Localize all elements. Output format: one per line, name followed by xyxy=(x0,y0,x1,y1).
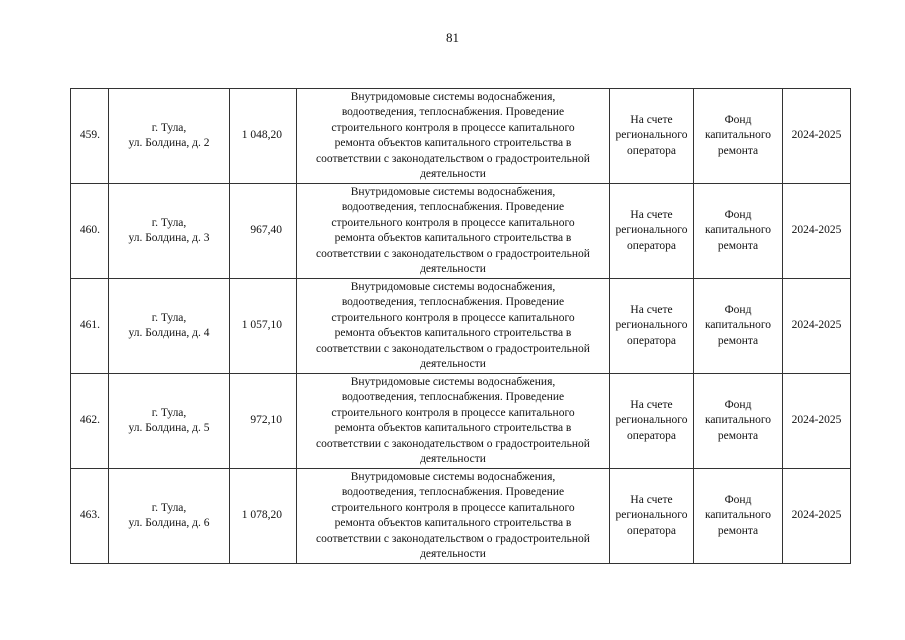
row-number: 462. xyxy=(71,374,109,469)
work-line: водоотведения, теплоснабжения. Проведение xyxy=(341,486,565,498)
funds-line: оператора xyxy=(626,334,677,347)
funds-line: регионального xyxy=(615,414,688,427)
funds-location-cell xyxy=(610,184,694,279)
row-number: 460. xyxy=(71,184,109,279)
period-cell: 2024-2025 xyxy=(783,89,851,184)
work-description-cell xyxy=(297,89,610,184)
cost-cell: 1 078,20 xyxy=(230,469,297,564)
funding-source-cell xyxy=(694,469,783,564)
funding-source-cell xyxy=(694,184,783,279)
work-line: Внутридомовые системы водоснабжения, xyxy=(350,470,556,483)
funds-location-cell xyxy=(610,89,694,184)
address-cell xyxy=(109,374,230,469)
period-cell: 2024-2025 xyxy=(783,184,851,279)
funds-line: оператора xyxy=(626,429,677,442)
work-line: строительного контроля в процессе капитального xyxy=(331,406,575,419)
work-line: водоотведения, теплоснабжения. Проведение xyxy=(341,296,565,308)
source-line: капитального xyxy=(704,509,772,522)
funds-line: регионального xyxy=(615,319,688,332)
work-line: соответствии с законодательством о градостроительной xyxy=(316,532,590,545)
work-line: Внутридомовые системы водоснабжения, xyxy=(350,90,556,103)
work-line: соответствии с законодательством о градостроительной xyxy=(316,342,590,355)
work-line: строительного контроля в процессе капитального xyxy=(331,311,575,324)
table-row xyxy=(71,184,851,279)
address-cell xyxy=(109,279,230,374)
source-line: капитального xyxy=(704,319,772,332)
funds-line: На счете xyxy=(630,113,673,126)
row-number: 459. xyxy=(71,89,109,184)
row-number: 463. xyxy=(71,469,109,564)
work-line: строительного контроля в процессе капитального xyxy=(331,121,575,134)
work-description-cell xyxy=(297,184,610,279)
table-row xyxy=(71,89,851,184)
funds-location-cell xyxy=(610,374,694,469)
period-cell: 2024-2025 xyxy=(783,279,851,374)
funds-line: регионального xyxy=(615,129,688,142)
source-line: Фонд xyxy=(724,303,752,316)
work-line: водоотведения, теплоснабжения. Проведение xyxy=(341,391,565,403)
address-cell xyxy=(109,184,230,279)
address-street: ул. Болдина, д. 4 xyxy=(128,327,210,339)
work-description-cell xyxy=(297,374,610,469)
work-description-cell xyxy=(297,469,610,564)
source-line: ремонта xyxy=(717,334,759,347)
work-description-cell xyxy=(297,279,610,374)
funds-line: На счете xyxy=(630,398,673,411)
source-line: капитального xyxy=(704,414,772,427)
work-line: Внутридомовые системы водоснабжения, xyxy=(350,185,556,198)
period-cell: 2024-2025 xyxy=(783,374,851,469)
address-city: г. Тула, xyxy=(151,406,187,419)
funds-line: регионального xyxy=(615,224,688,237)
work-line: строительного контроля в процессе капитального xyxy=(331,216,575,229)
work-line: ремонта объектов капитального строительства в xyxy=(334,137,572,149)
funds-line: оператора xyxy=(626,144,677,157)
work-line: ремонта объектов капитального строительства в xyxy=(334,232,572,244)
work-line: соответствии с законодательством о градостроительной xyxy=(316,247,590,260)
work-line: Внутридомовые системы водоснабжения, xyxy=(350,375,556,388)
address-street: ул. Болдина, д. 5 xyxy=(128,422,210,434)
work-line: строительного контроля в процессе капитального xyxy=(331,501,575,514)
address-city: г. Тула, xyxy=(151,501,187,514)
funding-source-cell xyxy=(694,374,783,469)
work-line: ремонта объектов капитального строительства в xyxy=(334,517,572,529)
address-city: г. Тула, xyxy=(151,216,187,229)
funds-location-cell xyxy=(610,279,694,374)
table-row xyxy=(71,374,851,469)
cost-cell: 1 048,20 xyxy=(230,89,297,184)
cost-cell: 972,10 xyxy=(230,374,297,469)
source-line: ремонта xyxy=(717,429,759,442)
work-line: водоотведения, теплоснабжения. Проведение xyxy=(341,106,565,118)
funds-line: На счете xyxy=(630,208,673,221)
source-line: ремонта xyxy=(717,144,759,157)
work-line: ремонта объектов капитального строительства в xyxy=(334,327,572,339)
work-line: деятельности xyxy=(420,168,486,180)
cost-cell: 967,40 xyxy=(230,184,297,279)
work-line: соответствии с законодательством о градостроительной xyxy=(316,152,590,165)
source-line: Фонд xyxy=(724,493,752,506)
funds-location-cell xyxy=(610,469,694,564)
work-line: Внутридомовые системы водоснабжения, xyxy=(350,280,556,293)
page-number: 81 xyxy=(446,30,459,45)
address-street: ул. Болдина, д. 6 xyxy=(128,517,210,529)
work-line: деятельности xyxy=(420,548,486,560)
row-number: 461. xyxy=(71,279,109,374)
source-line: Фонд xyxy=(724,398,752,411)
address-city: г. Тула, xyxy=(151,311,187,324)
table-row xyxy=(71,279,851,374)
table-row xyxy=(71,469,851,564)
table-body xyxy=(71,89,851,564)
address-cell xyxy=(109,469,230,564)
work-line: деятельности xyxy=(420,453,486,465)
work-line: соответствии с законодательством о градостроительной xyxy=(316,437,590,450)
address-city: г. Тула, xyxy=(151,121,187,134)
source-line: Фонд xyxy=(724,208,752,221)
address-cell xyxy=(109,89,230,184)
cost-cell: 1 057,10 xyxy=(230,279,297,374)
period-cell: 2024-2025 xyxy=(783,469,851,564)
funding-source-cell xyxy=(694,89,783,184)
work-line: ремонта объектов капитального строительства в xyxy=(334,422,572,434)
funds-line: На счете xyxy=(630,303,673,316)
work-line: деятельности xyxy=(420,263,486,275)
funds-line: На счете xyxy=(630,493,673,506)
work-line: водоотведения, теплоснабжения. Проведение xyxy=(341,201,565,213)
funding-source-cell xyxy=(694,279,783,374)
address-street: ул. Болдина, д. 3 xyxy=(128,232,210,244)
funds-line: оператора xyxy=(626,524,677,537)
source-line: капитального xyxy=(704,129,772,142)
source-line: ремонта xyxy=(717,239,759,252)
funds-line: регионального xyxy=(615,509,688,522)
work-line: деятельности xyxy=(420,358,486,370)
source-line: капитального xyxy=(704,224,772,237)
source-line: Фонд xyxy=(724,113,752,126)
address-street: ул. Болдина, д. 2 xyxy=(128,137,210,149)
repair-works-table xyxy=(70,88,851,564)
source-line: ремонта xyxy=(717,524,759,537)
funds-line: оператора xyxy=(626,239,677,252)
